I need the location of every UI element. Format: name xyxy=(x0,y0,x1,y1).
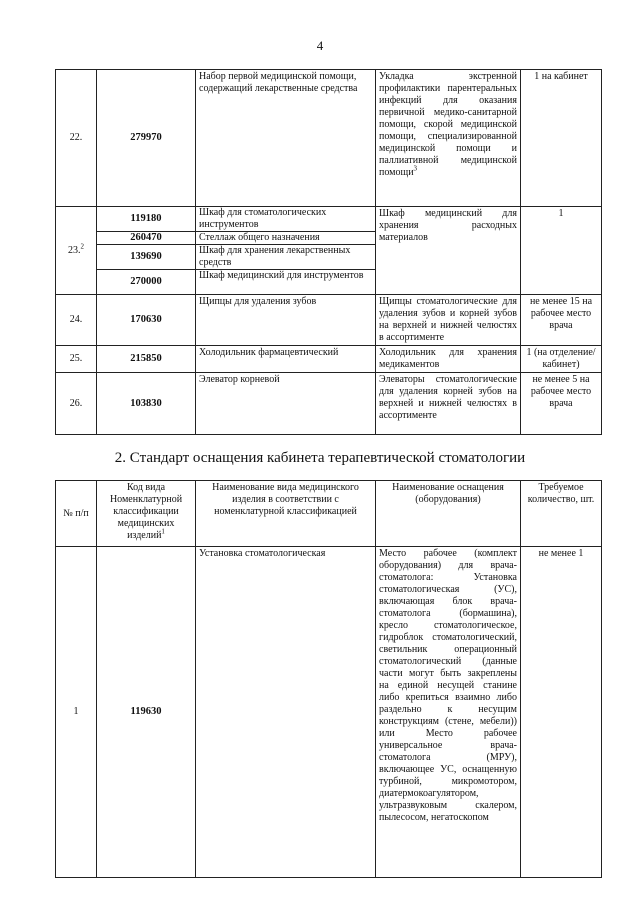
row-number: 1 xyxy=(56,547,97,878)
equipment-name: Холодильник для хранения медикаментов xyxy=(376,346,521,373)
device-name: Установка стоматологическая xyxy=(196,547,376,878)
table-row xyxy=(56,70,602,207)
row-number: 25. xyxy=(56,346,97,373)
table-row xyxy=(56,346,602,373)
device-name: Набор первой медицинской помощи, содержащий лекарственные средства xyxy=(196,70,376,207)
nomenclature-code: 279970 xyxy=(97,70,196,207)
nomenclature-code: 260470 xyxy=(97,232,196,245)
row-number: 23.$^2$ xyxy=(56,207,97,295)
required-quantity: не менее 5 на рабочее место врача xyxy=(521,373,602,435)
header-equipment: Наименование оснащения (оборудования) xyxy=(376,481,521,547)
equipment-name: Шкаф медицинский для хранения расходных материалов xyxy=(376,207,521,295)
table-row xyxy=(56,295,602,346)
device-name: Холодильник фармацевтический xyxy=(196,346,376,373)
required-quantity: 1 xyxy=(521,207,602,295)
section-title: 2. Стандарт оснащения кабинета терапевтической стоматологии xyxy=(114,450,526,466)
nomenclature-code: 119180 xyxy=(97,207,196,232)
required-quantity: 1 (на отделение/ кабинет) xyxy=(521,346,602,373)
device-name: Шкаф для хранения лекарственных средств xyxy=(196,245,376,270)
nomenclature-code: 139690 xyxy=(97,245,196,270)
table-row xyxy=(56,207,602,232)
header-code: Код вида Номенклатурной классификации медицинских изделий$^1$ xyxy=(97,481,196,547)
table-row xyxy=(56,547,602,878)
device-name: Шкаф для стоматологических инструментов xyxy=(196,207,376,232)
equipment-name: Место рабочее (комплект оборудования) для врача-стоматолога: Установка стоматологическая (УС), включающая блок врача-стоматолога (бормашина), кресло стоматологическое, гидроблок стоматологический, светильник операционный стоматологический (данные части могут быть закреплены на единой несущей станине либо крепиться взаимно либо раздельно к несущим конструкциям (стене, мебели)) или Место рабочее универсальное врача-стоматолога (МРУ), включающее УС, оснащенную турбиной, микромотором, диатермокоагулятором, ультразвуковым скалером, пылесосом, негатоскопом xyxy=(376,547,521,878)
header-quantity: Требуемое количество, шт. xyxy=(521,481,602,547)
nomenclature-code: 103830 xyxy=(97,373,196,435)
nomenclature-code: 119630 xyxy=(97,547,196,878)
header-device-name: Наименование вида медицинского изделия в соответствии с номенклатурной классификацией xyxy=(196,481,376,547)
device-name: Шкаф медицинский для инструментов xyxy=(196,270,376,295)
required-quantity: 1 на кабинет xyxy=(521,70,602,207)
table-row xyxy=(56,373,602,435)
row-number: 22. xyxy=(56,70,97,207)
row-number: 24. xyxy=(56,295,97,346)
page-number: 4 xyxy=(316,38,324,53)
table-header-row xyxy=(56,481,602,547)
required-quantity: не менее 1 xyxy=(521,547,602,878)
equipment-name: Укладка экстренной профилактики парентеральных инфекций для оказания первичной медико-санитарной помощи, скорой медицинской помощи, специализированной медицинской помощи и паллиативной медицинской помощи$^3$ xyxy=(376,70,521,207)
equipment-name: Щипцы стоматологические для удаления зубов и корней зубов на верхней и нижней челюстях в ассортименте xyxy=(376,295,521,346)
header-number: № п/п xyxy=(56,481,97,547)
equipment-table-continued xyxy=(55,69,602,435)
nomenclature-code: 170630 xyxy=(97,295,196,346)
nomenclature-code: 215850 xyxy=(97,346,196,373)
required-quantity: не менее 15 на рабочее место врача xyxy=(521,295,602,346)
equipment-standard-table xyxy=(55,480,602,878)
device-name: Щипцы для удаления зубов xyxy=(196,295,376,346)
nomenclature-code: 270000 xyxy=(97,270,196,295)
device-name: Стеллаж общего назначения xyxy=(196,232,376,245)
row-number: 26. xyxy=(56,373,97,435)
device-name: Элеватор корневой xyxy=(196,373,376,435)
equipment-name: Элеваторы стоматологические для удаления корней зубов на верхней и нижней челюстях в ассортименте xyxy=(376,373,521,435)
